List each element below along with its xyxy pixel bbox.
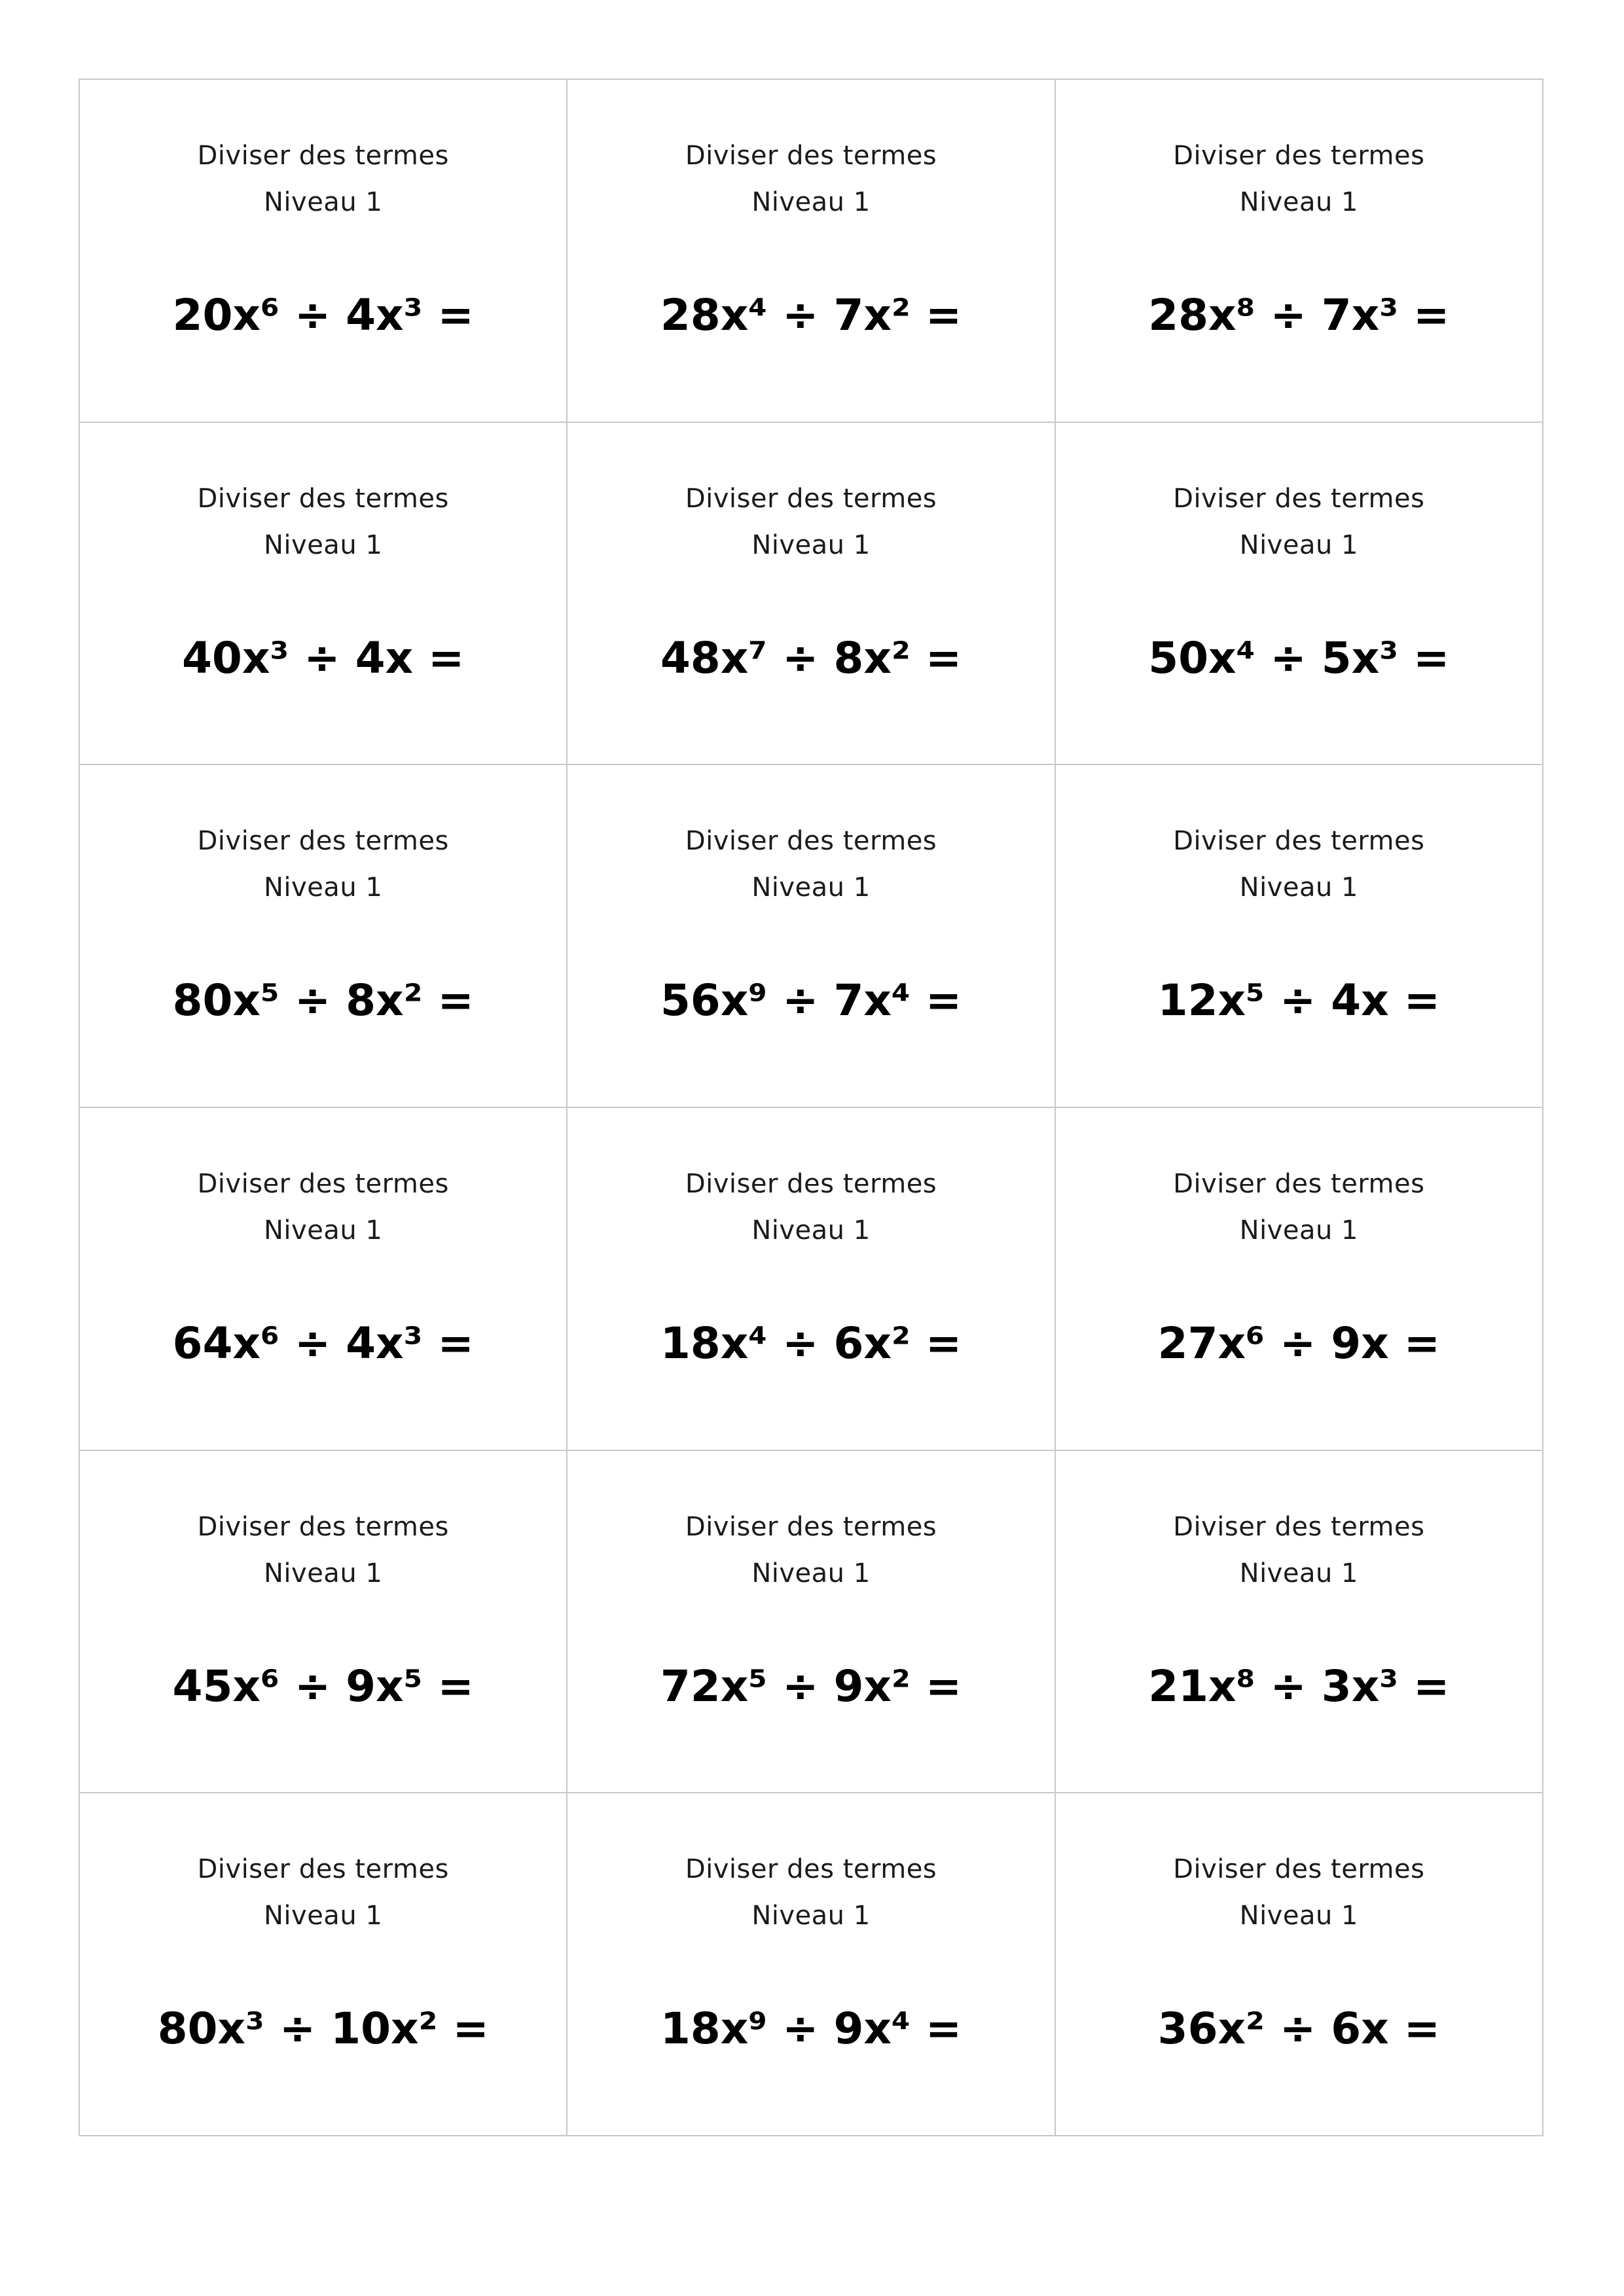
card-level: Niveau 1 xyxy=(263,529,383,560)
card-title: Diviser des termes xyxy=(1173,826,1425,857)
card-level: Niveau 1 xyxy=(1239,1901,1358,1931)
card-level: Niveau 1 xyxy=(1239,1215,1358,1246)
card-title: Diviser des termes xyxy=(685,141,937,171)
card-title: Diviser des termes xyxy=(197,826,449,857)
card-level: Niveau 1 xyxy=(263,1215,383,1246)
card-title: Diviser des termes xyxy=(1173,483,1425,514)
card-title: Diviser des termes xyxy=(197,141,449,171)
card xyxy=(568,765,1055,1108)
card-expression: 27x⁶ ÷ 9x = xyxy=(1157,1318,1440,1369)
card xyxy=(80,1451,568,1794)
card-title: Diviser des termes xyxy=(197,1169,449,1199)
card-level: Niveau 1 xyxy=(263,187,383,217)
card-expression: 45x⁶ ÷ 9x⁵ = xyxy=(172,1660,474,1712)
card-expression: 18x⁴ ÷ 6x² = xyxy=(660,1318,962,1369)
card-expression: 20x⁶ ÷ 4x³ = xyxy=(172,290,474,340)
card xyxy=(568,80,1055,423)
card-title: Diviser des termes xyxy=(685,826,937,857)
card-expression: 18x⁹ ÷ 9x⁴ = xyxy=(660,2003,962,2054)
card-level: Niveau 1 xyxy=(751,1558,871,1588)
card-level: Niveau 1 xyxy=(263,872,383,903)
card-title: Diviser des termes xyxy=(1173,1854,1425,1885)
card-expression: 48x⁷ ÷ 8x² = xyxy=(660,632,962,683)
card-expression: 64x⁶ ÷ 4x³ = xyxy=(172,1318,474,1369)
card-title: Diviser des termes xyxy=(1173,141,1425,171)
card-title: Diviser des termes xyxy=(685,1169,937,1199)
card xyxy=(1056,1108,1543,1451)
card xyxy=(568,423,1055,766)
card xyxy=(1056,80,1543,423)
card-expression: 50x⁴ ÷ 5x³ = xyxy=(1148,632,1450,683)
card-level: Niveau 1 xyxy=(751,529,871,560)
card-level: Niveau 1 xyxy=(1239,529,1358,560)
card-title: Diviser des termes xyxy=(685,1511,937,1542)
card-title: Diviser des termes xyxy=(197,1511,449,1542)
card-expression: 80x⁵ ÷ 8x² = xyxy=(172,975,474,1026)
card xyxy=(568,1793,1055,2136)
card xyxy=(80,423,568,766)
card-expression: 28x⁴ ÷ 7x² = xyxy=(660,290,962,340)
card xyxy=(568,1108,1055,1451)
card-level: Niveau 1 xyxy=(1239,1558,1358,1588)
card-title: Diviser des termes xyxy=(685,483,937,514)
card xyxy=(80,765,568,1108)
card-level: Niveau 1 xyxy=(751,1215,871,1246)
card-level: Niveau 1 xyxy=(1239,187,1358,217)
card-expression: 80x³ ÷ 10x² = xyxy=(157,2003,489,2054)
card-title: Diviser des termes xyxy=(1173,1169,1425,1199)
card-title: Diviser des termes xyxy=(197,1854,449,1885)
card xyxy=(1056,765,1543,1108)
card xyxy=(80,1793,568,2136)
card-expression: 28x⁸ ÷ 7x³ = xyxy=(1148,290,1450,340)
card xyxy=(80,1108,568,1451)
card-expression: 40x³ ÷ 4x = xyxy=(181,632,465,683)
card xyxy=(568,1451,1055,1794)
card-title: Diviser des termes xyxy=(1173,1511,1425,1542)
card-expression: 72x⁵ ÷ 9x² = xyxy=(660,1660,962,1712)
card-sheet xyxy=(79,79,1543,2136)
card-level: Niveau 1 xyxy=(751,872,871,903)
card-expression: 12x⁵ ÷ 4x = xyxy=(1157,975,1440,1026)
card-title: Diviser des termes xyxy=(685,1854,937,1885)
card-level: Niveau 1 xyxy=(751,1901,871,1931)
card-level: Niveau 1 xyxy=(263,1558,383,1588)
card xyxy=(1056,1451,1543,1794)
card-title: Diviser des termes xyxy=(197,483,449,514)
card-expression: 36x² ÷ 6x = xyxy=(1157,2003,1440,2054)
card xyxy=(1056,423,1543,766)
card-expression: 21x⁸ ÷ 3x³ = xyxy=(1148,1660,1450,1712)
card-level: Niveau 1 xyxy=(263,1901,383,1931)
card-level: Niveau 1 xyxy=(751,187,871,217)
card-expression: 56x⁹ ÷ 7x⁴ = xyxy=(660,975,962,1026)
card xyxy=(80,80,568,423)
card-level: Niveau 1 xyxy=(1239,872,1358,903)
card xyxy=(1056,1793,1543,2136)
